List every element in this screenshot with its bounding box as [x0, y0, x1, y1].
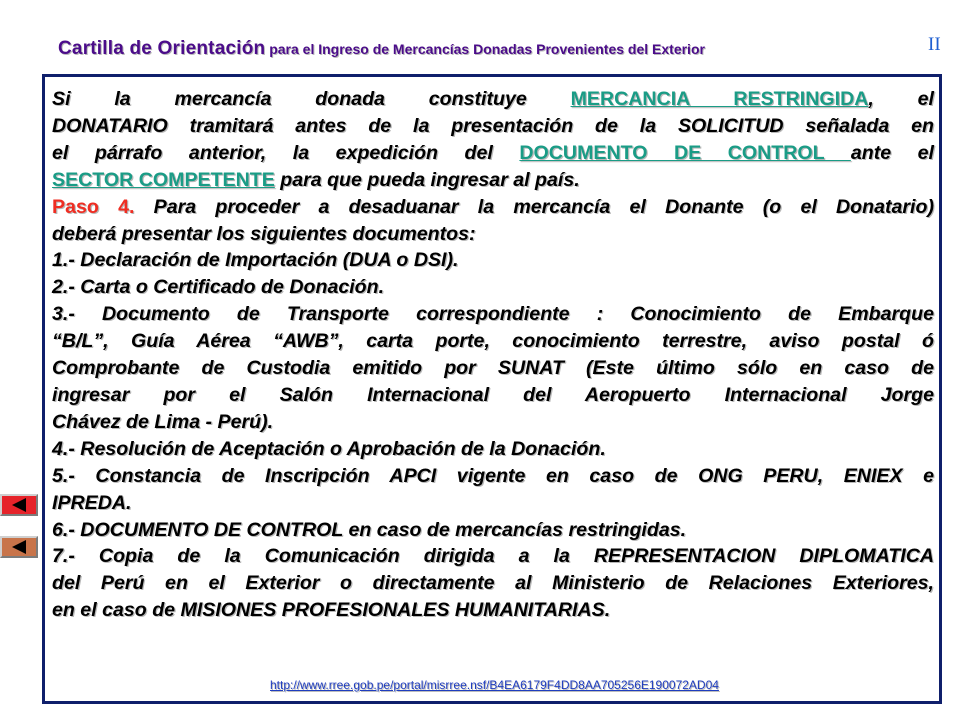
list-item: 2.- Carta o Certificado de Donación.	[52, 276, 385, 299]
list-item: Chávez de Lima - Perú).	[52, 410, 274, 433]
list-item: IPREDA.	[52, 491, 132, 514]
title-sub: para el Ingreso de Mercancías Donadas Provenientes del Exterior	[265, 41, 705, 57]
list-item: 3.- Documento de Transporte correspondiente : Conocimiento de Embarque	[52, 303, 934, 326]
text-line: DONATARIO tramitará antes de la presentación de la SOLICITUD señalada en	[52, 114, 934, 137]
back-button[interactable]	[0, 536, 38, 558]
text-line	[52, 194, 934, 221]
list-item: Comprobante de Custodia emitido por SUNAT (Este último sólo en caso de	[52, 357, 934, 380]
link-documento-de-control[interactable]: DOCUMENTO DE CONTROL	[519, 141, 851, 164]
list-item: 4.- Resolución de Aceptación o Aprobación de la Donación.	[52, 437, 606, 460]
text-line	[52, 167, 934, 194]
text-span: Para proceder a desaduanar la mercancía el Donante (o el Donatario)	[134, 195, 934, 218]
list-item: 5.- Constancia de Inscripción APCI vigente en caso de ONG PERU, ENIEX e	[52, 464, 934, 487]
source-url-link[interactable]: http://www.rree.gob.pe/portal/misrree.nsf/B4EA6179F4DD8AA705256E190072AD04	[270, 678, 719, 692]
content-body	[52, 86, 934, 624]
text-span: para que pueda ingresar al país.	[274, 168, 580, 191]
link-sector-competente[interactable]: SECTOR COMPETENTE	[52, 168, 275, 191]
previous-slide-button[interactable]	[0, 494, 38, 516]
text-line	[52, 86, 934, 113]
list-item: en el caso de MISIONES PROFESIONALES HUMANITARIAS.	[52, 599, 611, 622]
text-span: Si la mercancía donada constituye	[52, 88, 571, 110]
text-line: deberá presentar los siguientes documentos:	[52, 222, 476, 245]
text-span: el párrafo anterior, la expedición del	[52, 141, 520, 164]
arrow-left-icon	[12, 498, 26, 512]
list-item: 6.- DOCUMENTO DE CONTROL en caso de mercancías restringidas.	[52, 518, 687, 541]
paso-label: Paso 4.	[52, 195, 135, 218]
page-title	[58, 38, 908, 60]
text-span: ante el	[850, 141, 934, 164]
text-line	[52, 140, 934, 167]
title-main: Cartilla de Orientación	[58, 38, 266, 59]
text-span: , el	[868, 88, 934, 110]
link-mercancia-restringida[interactable]: MERCANCIA RESTRINGIDA	[570, 88, 869, 110]
list-item: 7.- Copia de la Comunicación dirigida a la REPRESENTACION DIPLOMATICA	[52, 545, 934, 568]
section-number: II	[928, 34, 941, 55]
list-item: “B/L”, Guía Aérea “AWB”, carta porte, conocimiento terrestre, aviso postal ó	[52, 330, 934, 353]
list-item: ingresar por el Salón Internacional del Aeropuerto Internacional Jorge	[52, 383, 934, 406]
arrow-left-icon	[12, 540, 26, 554]
list-item: 1.- Declaración de Importación (DUA o DSI).	[52, 249, 459, 272]
list-item: del Perú en el Exterior o directamente al Ministerio de Relaciones Exteriores,	[52, 572, 934, 595]
